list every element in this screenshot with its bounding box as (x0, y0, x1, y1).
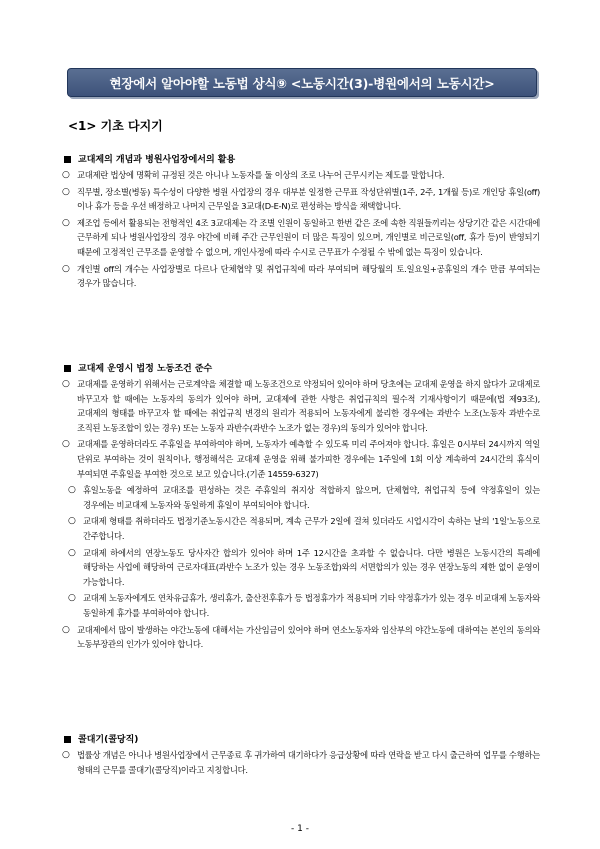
list-item: ○ 교대제란 법상에 명확히 규정된 것은 아니나 노동자를 둘 이상의 조로 나누어 근무시키는 제도를 말합니다. (62, 168, 540, 183)
section-call-standby (62, 732, 540, 779)
circle-bullet-icon: ○ (62, 439, 70, 450)
circle-bullet-icon: ○ (68, 516, 76, 527)
list-item: ○ 교대제 노동자에게도 연차유급휴가, 생리휴가, 출산전후휴가 등 법정휴가가 적용되며 기타 약정휴가가 있는 경우 비교대제 노동자와 동일하게 휴가를 부여하여야 합니다. (68, 593, 540, 618)
list-item: ○ 법률상 개념은 아니나 병원사업장에서 근무종료 후 귀가하여 대기하다가 응급상황에 따라 연락을 받고 다시 출근하여 업무를 수행하는 형태의 근무를 콜대기(콜당직)이라고 지칭합니다. (62, 750, 540, 775)
circle-bullet-icon: ○ (62, 263, 70, 274)
page-number: - 1 - (291, 824, 309, 834)
section-heading: 콜대기(콜당직) (62, 732, 540, 747)
circle-bullet-icon: ○ (62, 217, 70, 228)
circle-bullet-icon: ○ (68, 485, 76, 496)
circle-bullet-icon: ○ (62, 186, 70, 197)
page-title: 현장에서 알아야할 노동법 상식⑨ <노동시간(3)-병원에서의 노동시간> (67, 68, 537, 97)
circle-bullet-icon: ○ (62, 379, 70, 389)
square-bullet-icon (64, 156, 71, 163)
circle-bullet-icon: ○ (68, 593, 76, 604)
list-item: ○ 교대제 하에서의 연장노동도 당사자간 합의가 있어야 하며 1주 12시간을 초과할 수 없습니다. 다만 병원은 노동시간의 특례에 해당하는 사업에 해당하여 근로자대표(과반수 노조가 있는 경우 노동조합)와의 서면합의가 있는 경우 연장노동의 제한 없이 운영이 가능합니다. (68, 547, 540, 587)
list-item: ○ 제조업 등에서 활용되는 전형적인 4조 3교대제는 각 조별 인원이 동일하고 한번 같은 조에 속한 직원들끼리는 상당기간 같은 시간대에 근무하게 되나 병원사업장의 경우 야간에 비해 주간 근무인원이 더 많은 특징이 있으며, 개인별로 비근로일(off, 휴가 등)이 반영되기 때문에 고정적인 근무조를 운영할 수 없으며, 개인사정에 따라 수시로 근무표가 수정될 수 밖에 없는 특징이 있습니다. (62, 217, 540, 257)
circle-bullet-icon: ○ (62, 170, 70, 180)
circle-bullet-icon: ○ (68, 547, 76, 558)
list-item: ○ 직무별, 장소별(병동) 특수성이 다양한 병원 사업장의 경우 대부분 일정한 근무표 작성단위별(1주, 2주, 1개월 등)로 개인당 휴일(off)이나 휴가 등을 우선 배정하고 나머지 근무일을 3교대(D-E-N)로 편성하는 방식을 채택합니다. (62, 186, 540, 212)
subheading: <1> 기초 다지기 (68, 119, 163, 133)
circle-bullet-icon: ○ (62, 624, 70, 635)
section-legal-conditions (62, 361, 540, 654)
list-item: ○ 교대제를 운영하더라도 주휴일을 부여하여야 하며, 노동자가 예측할 수 있도록 미리 주어져야 합니다. 휴일은 0시부터 24시까지 역일 단위로 부여하는 것이 원칙이나, 행정해석은 교대제 운영을 위해 불가피한 경우에는 1주일에 1회 이상 계속하여 24시간의 휴식이 부여되면 주휴일을 부여한 것으로 보고 있습니다.(기준 14559-6327) (62, 439, 540, 479)
section-shift-system (62, 152, 540, 293)
list-item: ○ 휴일노동을 예정하여 교대조를 편성하는 것은 주휴일의 취지상 적합하지 않으며, 단체협약, 취업규칙 등에 약정휴일이 있는 경우에는 비교대제 노동자와 동일하게 휴일이 부여되어야 합니다. (68, 485, 540, 510)
section-heading: 교대제 운영시 법정 노동조건 준수 (62, 361, 540, 376)
list-item: ○ 교대제 형태를 취하더라도 법정기준노동시간은 적용되며, 계속 근무가 2일에 걸쳐 있더라도 시업시각이 속하는 날의 '1일'노동으로 간주합니다. (68, 516, 540, 541)
list-item: ○ 개인별 off의 개수는 사업장별로 다르나 단체협약 및 취업규칙에 따라 부여되며 해당월의 토.일요일+공휴일의 개수 만큼 부여되는 경우가 많습니다. (62, 263, 540, 289)
section-heading: 교대제의 개념과 병원사업장에서의 활용 (62, 152, 540, 167)
square-bullet-icon (64, 365, 71, 372)
list-item: ○ 교대제를 운영하기 위해서는 근로계약을 체결할 때 노동조건으로 약정되어 있어야 하며 당초에는 교대제 운영을 하지 않다가 교대제로 바꾸고자 할 때에는 노동자의 동의가 있어야 하며, 교대제에 관한 사항은 취업규칙의 필수적 기재사항이기 때문에(법 제93조), 교대제의 형태를 바꾸고자 할 때에는 취업규칙 변경의 원리가 적용되어 노동자에게 불리한 경우에는 과반수 노조(노동자 과반수로 조직된 노동조합이 있는 경우) 또는 노동자 과반수(과반수 노조가 없는 경우)의 동의가 있어야 합니다. (62, 379, 540, 433)
list-item: ○ 교대제에서 많이 발생하는 야간노동에 대해서는 가산임금이 있어야 하며 연소노동자와 임산부의 야간노동에 대하여는 본인의 동의와 노동부장관의 인가가 있어야 합니다. (62, 624, 540, 650)
circle-bullet-icon: ○ (62, 750, 70, 760)
square-bullet-icon (64, 736, 71, 743)
